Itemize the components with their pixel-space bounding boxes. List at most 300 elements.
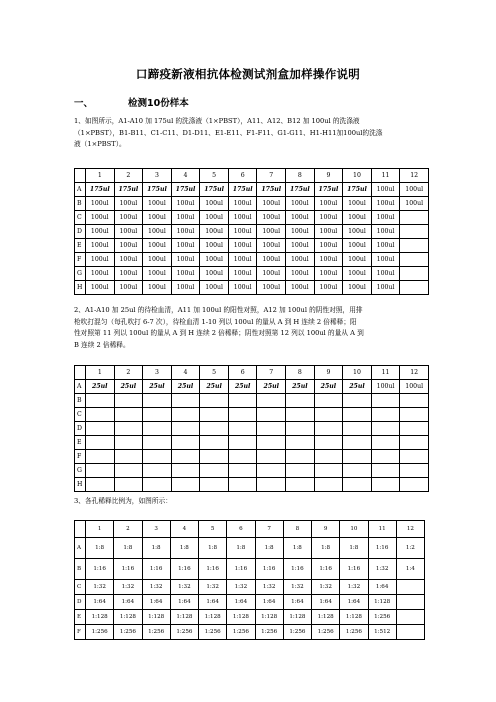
table-cell: 100ul (400, 197, 429, 211)
row-label: D (75, 422, 86, 436)
table-cell: 100ul (200, 239, 229, 253)
table-cell (228, 422, 257, 436)
table-cell (371, 394, 400, 408)
column-header: 8 (286, 169, 315, 183)
table-cell: 100ul (114, 239, 143, 253)
table-cell: 1:16 (86, 559, 114, 580)
column-header: 6 (227, 521, 255, 538)
table-wash-volumes (74, 168, 429, 295)
table-cell (114, 450, 143, 464)
table-cell (200, 478, 229, 492)
table-cell: 1:256 (340, 625, 368, 640)
table-cell (86, 408, 115, 422)
table-cell: 100ul (371, 183, 400, 197)
column-header: 12 (396, 521, 424, 538)
table-cell: 1:8 (199, 538, 227, 559)
table-cell: 175ul (200, 183, 229, 197)
table-cell (257, 450, 286, 464)
table-cell: 175ul (114, 183, 143, 197)
table-cell: 1:128 (255, 610, 283, 625)
table-cell (114, 464, 143, 478)
table-cell: 1:32 (114, 580, 142, 595)
table-cell (286, 464, 315, 478)
table-cell: 1:32 (86, 580, 114, 595)
table-cell: 1:8 (170, 538, 198, 559)
table-cell: 100ul (371, 281, 400, 295)
table-cell (86, 464, 115, 478)
table-row (75, 464, 429, 478)
table-cell: 100ul (86, 267, 115, 281)
table-cell (343, 464, 372, 478)
table-cell: 100ul (200, 197, 229, 211)
table-cell: 100ul (143, 267, 172, 281)
table-cell: 1:16 (340, 559, 368, 580)
table-cell (171, 478, 200, 492)
column-header (75, 169, 86, 183)
table-cell: 1:8 (283, 538, 311, 559)
table-cell: 100ul (114, 281, 143, 295)
table-cell: 25ul (171, 380, 200, 394)
table-cell: 100ul (86, 253, 115, 267)
table-cell (171, 464, 200, 478)
table-cell: 1:32 (368, 559, 396, 580)
row-label: E (75, 239, 86, 253)
table-cell (371, 422, 400, 436)
table-row (75, 610, 425, 625)
table-cell: 100ul (200, 211, 229, 225)
table-cell: 100ul (257, 239, 286, 253)
column-header: 12 (400, 169, 429, 183)
row-label: G (75, 464, 86, 478)
column-header: 7 (257, 366, 286, 380)
table-cell (114, 408, 143, 422)
column-header: 4 (170, 521, 198, 538)
table-cell: 100ul (86, 211, 115, 225)
table-cell: 100ul (200, 253, 229, 267)
table-cell (114, 478, 143, 492)
section-number: 一、 (74, 98, 94, 109)
table-cell: 1:128 (368, 595, 396, 610)
table-cell: 100ul (343, 197, 372, 211)
table-cell: 25ul (343, 380, 372, 394)
table-cell (343, 394, 372, 408)
table-cell: 1:256 (312, 625, 340, 640)
row-label: C (75, 211, 86, 225)
table-cell: 1:128 (86, 610, 114, 625)
table-header-row (75, 169, 429, 183)
table-cell: 1:16 (368, 538, 396, 559)
column-header: 2 (114, 169, 143, 183)
table-cell: 100ul (143, 225, 172, 239)
table-cell (228, 450, 257, 464)
row-label: B (75, 559, 86, 580)
table-row (75, 580, 425, 595)
row-label: E (75, 436, 86, 450)
table-cell: 100ul (228, 281, 257, 295)
table-cell (314, 478, 343, 492)
column-header: 12 (400, 366, 429, 380)
table-cell: 100ul (314, 253, 343, 267)
table-cell: 100ul (371, 197, 400, 211)
table-cell: 100ul (371, 211, 400, 225)
table-cell: 1:16 (283, 559, 311, 580)
table-cell: 25ul (257, 380, 286, 394)
row-label: D (75, 225, 86, 239)
column-header: 8 (283, 521, 311, 538)
table-cell: 100ul (286, 267, 315, 281)
table-cell (400, 436, 429, 450)
table-cell: 1:8 (312, 538, 340, 559)
table-cell: 100ul (86, 239, 115, 253)
table-cell: 175ul (143, 183, 172, 197)
table-cell (257, 478, 286, 492)
table-cell (396, 595, 424, 610)
table-cell: 1:64 (199, 595, 227, 610)
table-cell: 1:128 (114, 610, 142, 625)
table-cell (228, 478, 257, 492)
table-cell: 100ul (143, 197, 172, 211)
table-cell: 1:256 (227, 625, 255, 640)
paragraph-1: 1、如图所示，A1-A10 加 175ul 的洗涤液（1×PBST），A11、A12、B12 加 100ul 的洗涤液 （1×PBST），B1-B11、C1-C11、D1-D11、E1-E11、F1-F11、G1-G11、H1-H11加100ul的洗涤 液（1×PBST）。 (74, 117, 383, 148)
table-cell: 1:8 (86, 538, 114, 559)
table-cell (171, 394, 200, 408)
table-cell: 1:32 (312, 580, 340, 595)
table-cell (171, 422, 200, 436)
row-label: C (75, 580, 86, 595)
table-row (75, 422, 429, 436)
table-cell (400, 253, 429, 267)
table-cell (86, 394, 115, 408)
row-label: D (75, 595, 86, 610)
table-cell: 100ul (200, 281, 229, 295)
column-header: 5 (200, 366, 229, 380)
column-header: 3 (143, 169, 172, 183)
table-cell: 100ul (143, 239, 172, 253)
table-cell: 1:16 (142, 559, 170, 580)
table-row (75, 253, 429, 267)
row-label: C (75, 408, 86, 422)
table-cell: 1:64 (312, 595, 340, 610)
table-cell: 1:256 (199, 625, 227, 640)
table-cell (314, 422, 343, 436)
row-label: A (75, 380, 86, 394)
table-cell: 1:256 (368, 610, 396, 625)
table-cell: 175ul (343, 183, 372, 197)
table-cell: 1:32 (340, 580, 368, 595)
paragraph-2: 2、A1-A10 加 25ul 的待检血清，A11 加 100ul 的阳性对照，A12 加 100ul 的阴性对照，用排 枪吹打混匀（每孔吹打 6-7 次），待检血清 1-10 列以 100ul 的量从 A 到 H 连续 2 倍稀释；阳 性对照第 11 列以 100ul 的量从 A 到 H 连续 2 倍稀释；阴性对照第 12 列以 100ul 的量从 A 到 B 连续 2 倍稀释。 (74, 306, 364, 349)
table-cell (314, 408, 343, 422)
table-cell (200, 450, 229, 464)
table-cell: 100ul (343, 281, 372, 295)
table-cell (400, 267, 429, 281)
table-cell (314, 394, 343, 408)
column-header: 1 (86, 521, 114, 538)
table-cell (400, 394, 429, 408)
table-cell (257, 394, 286, 408)
table-cell: 1:128 (170, 610, 198, 625)
table-row (75, 559, 425, 580)
table-cell: 1:8 (255, 538, 283, 559)
column-header (75, 521, 86, 538)
table-cell: 100ul (228, 211, 257, 225)
column-header: 6 (228, 169, 257, 183)
table-cell: 100ul (286, 253, 315, 267)
table-cell (143, 450, 172, 464)
table-cell: 25ul (114, 380, 143, 394)
table-row (75, 538, 425, 559)
table-cell (343, 450, 372, 464)
table-cell: 1:8 (340, 538, 368, 559)
table-cell: 1:16 (312, 559, 340, 580)
table-cell: 25ul (286, 380, 315, 394)
table-cell (343, 436, 372, 450)
table-cell (143, 422, 172, 436)
table-cell (343, 408, 372, 422)
table-cell: 1:32 (199, 580, 227, 595)
table-cell (257, 436, 286, 450)
table-cell: 100ul (171, 253, 200, 267)
table-cell (286, 394, 315, 408)
table-cell (171, 450, 200, 464)
table-cell (400, 225, 429, 239)
column-header: 11 (368, 521, 396, 538)
table-cell (314, 464, 343, 478)
table-header-row (75, 521, 425, 538)
table-cell: 1:16 (255, 559, 283, 580)
table-cell: 100ul (314, 281, 343, 295)
table-cell (200, 464, 229, 478)
row-label: H (75, 281, 86, 295)
table-cell: 1:128 (312, 610, 340, 625)
section-title: 检测10份样本 (128, 98, 189, 109)
table-cell: 100ul (171, 211, 200, 225)
table-cell (257, 408, 286, 422)
table-cell: 100ul (171, 197, 200, 211)
column-header: 7 (255, 521, 283, 538)
table-cell: 100ul (257, 281, 286, 295)
table-cell: 100ul (200, 267, 229, 281)
row-label: F (75, 253, 86, 267)
table-cell: 100ul (171, 267, 200, 281)
row-label: A (75, 183, 86, 197)
column-header: 11 (371, 169, 400, 183)
table-cell: 175ul (171, 183, 200, 197)
table-cell: 1:64 (170, 595, 198, 610)
table-cell: 25ul (86, 380, 115, 394)
table-cell (228, 394, 257, 408)
table-cell (286, 422, 315, 436)
column-header: 4 (171, 366, 200, 380)
table-row (75, 478, 429, 492)
table-cell: 1:32 (283, 580, 311, 595)
table-cell: 1:512 (368, 625, 396, 640)
table-cell: 100ul (257, 253, 286, 267)
table-cell: 175ul (257, 183, 286, 197)
table-row (75, 595, 425, 610)
table-cell: 100ul (343, 253, 372, 267)
table-cell: 100ul (86, 225, 115, 239)
table-cell: 100ul (371, 225, 400, 239)
table-cell: 100ul (343, 267, 372, 281)
table-cell (371, 478, 400, 492)
table-serum-volumes (74, 365, 429, 492)
column-header: 3 (143, 366, 172, 380)
table-cell: 100ul (200, 225, 229, 239)
row-label: E (75, 610, 86, 625)
table-row (75, 281, 429, 295)
table-cell (171, 408, 200, 422)
row-label: A (75, 538, 86, 559)
table-cell: 100ul (228, 253, 257, 267)
table-cell: 1:32 (227, 580, 255, 595)
table-header-row (75, 366, 429, 380)
table-cell: 1:256 (283, 625, 311, 640)
table-cell: 100ul (228, 267, 257, 281)
table-cell: 1:16 (170, 559, 198, 580)
table-cell (257, 464, 286, 478)
table-cell: 1:64 (255, 595, 283, 610)
table-cell: 100ul (143, 281, 172, 295)
column-header: 4 (171, 169, 200, 183)
table-cell (343, 478, 372, 492)
table-cell (143, 408, 172, 422)
table-cell (86, 422, 115, 436)
table-cell (228, 408, 257, 422)
table-cell: 100ul (114, 267, 143, 281)
table-cell: 100ul (400, 183, 429, 197)
table-cell (314, 450, 343, 464)
table-cell: 25ul (143, 380, 172, 394)
table-cell (400, 211, 429, 225)
table-cell: 100ul (171, 225, 200, 239)
table-cell (86, 450, 115, 464)
table-cell (86, 478, 115, 492)
table-cell (86, 436, 115, 450)
column-header: 9 (312, 521, 340, 538)
table-cell: 1:128 (340, 610, 368, 625)
table-dilution-ratios (74, 520, 425, 640)
table-cell (371, 464, 400, 478)
table-cell: 100ul (257, 197, 286, 211)
table-row (75, 625, 425, 640)
table-cell: 100ul (228, 239, 257, 253)
table-row (75, 450, 429, 464)
table-cell (143, 464, 172, 478)
table-cell: 100ul (286, 239, 315, 253)
table-cell: 1:128 (142, 610, 170, 625)
table-cell: 1:256 (86, 625, 114, 640)
table-cell: 100ul (171, 281, 200, 295)
table-cell: 100ul (314, 239, 343, 253)
column-header: 10 (340, 521, 368, 538)
table-cell: 1:16 (199, 559, 227, 580)
table-cell: 100ul (314, 197, 343, 211)
row-label: F (75, 625, 86, 640)
table-cell: 100ul (343, 225, 372, 239)
table-cell (396, 610, 424, 625)
table-cell (286, 436, 315, 450)
column-header: 3 (142, 521, 170, 538)
table-cell: 100ul (314, 267, 343, 281)
table-cell: 25ul (200, 380, 229, 394)
paragraph-3: 3、各孔稀释比例为，如图所示： (74, 497, 172, 505)
table-cell (286, 408, 315, 422)
table-row (75, 436, 429, 450)
table-cell (228, 436, 257, 450)
row-label: H (75, 478, 86, 492)
table-cell: 100ul (286, 211, 315, 225)
table-row (75, 197, 429, 211)
table-cell: 100ul (286, 281, 315, 295)
table-cell: 100ul (257, 267, 286, 281)
table-cell (143, 394, 172, 408)
table-cell (114, 394, 143, 408)
table-cell: 100ul (314, 211, 343, 225)
table-cell: 25ul (314, 380, 343, 394)
table-cell: 1:64 (227, 595, 255, 610)
table-cell: 100ul (400, 380, 429, 394)
table-row (75, 267, 429, 281)
table-row (75, 394, 429, 408)
table-cell (143, 478, 172, 492)
table-cell: 100ul (86, 281, 115, 295)
column-header: 10 (343, 169, 372, 183)
table-cell: 1:16 (114, 559, 142, 580)
table-cell (396, 580, 424, 595)
table-cell: 100ul (114, 211, 143, 225)
table-cell: 1:32 (255, 580, 283, 595)
column-header: 9 (314, 366, 343, 380)
table-cell (114, 436, 143, 450)
document-title: 口蹄疫新液相抗体检测试剂盒加样操作说明 (135, 67, 361, 81)
table-cell: 100ul (86, 197, 115, 211)
table-cell: 1:128 (283, 610, 311, 625)
table-cell: 100ul (228, 225, 257, 239)
table-cell: 175ul (228, 183, 257, 197)
table-cell: 1:64 (114, 595, 142, 610)
table-cell: 1:64 (340, 595, 368, 610)
row-label: B (75, 394, 86, 408)
table-row (75, 211, 429, 225)
table-row (75, 408, 429, 422)
table-cell (200, 408, 229, 422)
table-cell: 1:256 (170, 625, 198, 640)
column-header: 5 (199, 521, 227, 538)
table-cell (371, 408, 400, 422)
row-label: B (75, 197, 86, 211)
table-cell: 1:32 (170, 580, 198, 595)
row-label: F (75, 450, 86, 464)
table-cell (286, 478, 315, 492)
table-cell (200, 394, 229, 408)
table-cell: 100ul (114, 253, 143, 267)
table-cell (400, 281, 429, 295)
section-heading (74, 95, 189, 109)
table-cell (400, 408, 429, 422)
table-row (75, 239, 429, 253)
table-cell: 100ul (371, 253, 400, 267)
column-header: 1 (86, 366, 115, 380)
table-cell (400, 478, 429, 492)
column-header: 5 (200, 169, 229, 183)
table-cell: 1:128 (199, 610, 227, 625)
table-cell: 1:4 (396, 559, 424, 580)
column-header: 11 (371, 366, 400, 380)
table-cell: 175ul (286, 183, 315, 197)
column-header: 9 (314, 169, 343, 183)
table-cell (400, 464, 429, 478)
table-cell: 175ul (314, 183, 343, 197)
